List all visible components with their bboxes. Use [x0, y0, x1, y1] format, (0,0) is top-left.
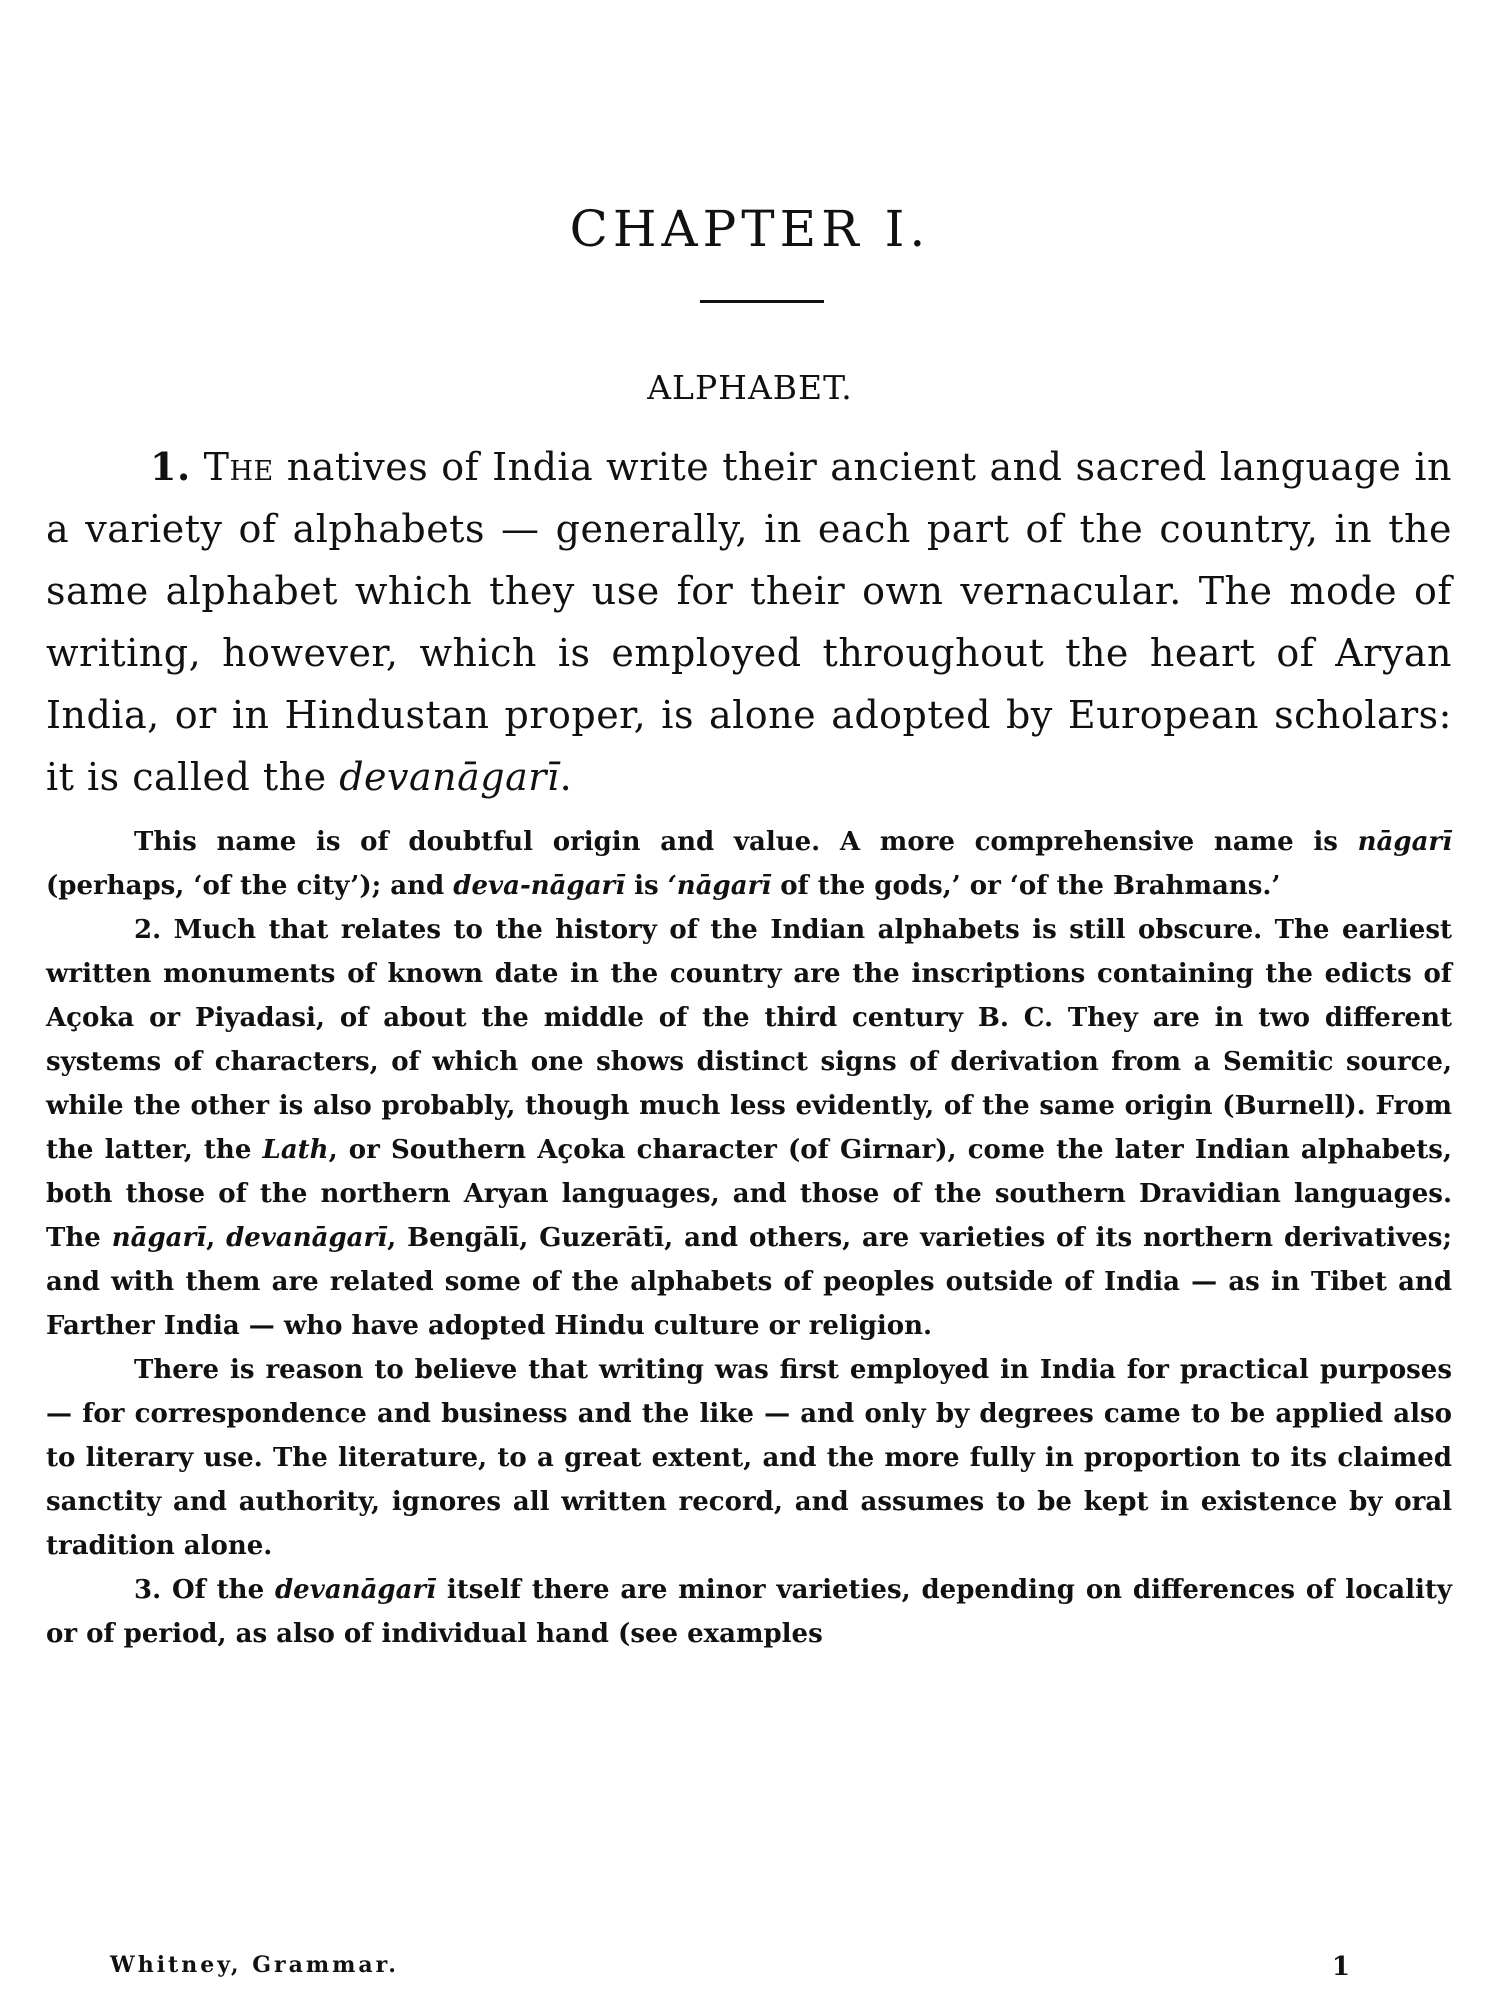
note-text: is	[625, 871, 668, 901]
paragraph-1	[46, 436, 1452, 808]
paragraph-number: 3.	[134, 1575, 162, 1605]
chapter-title: CHAPTER I.	[569, 200, 931, 258]
paragraph-text: itself there are minor varieties, depending on differences of locality or of period, as also of individual hand (see examples	[46, 1575, 1452, 1649]
note-2: There is reason to believe that writing was first employed in India for practical purposes — for correspondence and business and the like — and only by degrees came to be applied also to literary use. The literature, to a great extent, and the more fully in proportion to its claimed sanctity and authority, ignores all written record, and assumes to be kept in existence by oral tradition alone.	[46, 1355, 1452, 1561]
term: Lath	[262, 1135, 329, 1165]
term: nāgarī	[111, 1223, 207, 1253]
paragraph-text: , or Southern Açoka character (of Girnar), come the later Indian alphabets, both those of the northern Aryan languages, and those of the southern Dravidian languages. The	[46, 1135, 1452, 1253]
term: devanāgarī	[274, 1575, 437, 1605]
paragraph-text: natives of India write their ancient and sacred language in a variety of alphabets — generally, in each part of the country, in the same alphabet which they use for their own vernacular. The mode of writing, however, which is employed throughout the heart of Aryan India, or in Hindustan proper, is alone adopted by European scholars: it is called the	[46, 445, 1452, 799]
paragraph-text: ,	[206, 1223, 227, 1253]
note-text: of the gods,’ or ‘of the Brahmans.’	[771, 871, 1281, 901]
term: devanāgarī	[226, 1223, 388, 1253]
running-footer: Whitney, Grammar.	[110, 1952, 399, 1978]
paragraph-text: Much that relates to the history of the Indian alphabets is still obscure. The earliest written monuments of known date in the country are the inscriptions containing the edicts of Açoka or Piyadasi, of about the middle of the third century B. C. They are in two different systems of characters, of which one shows distinct signs of derivation from a Semitic source, while the other is also probably, though much less evidently, of the same origin (Burnell). From the latter, the	[46, 915, 1452, 1165]
lead-word: The	[203, 445, 274, 489]
title-rule	[700, 300, 824, 303]
body-text	[46, 436, 1452, 1656]
paragraph-text: Of the	[161, 1575, 275, 1605]
note-text: (perhaps, ‘of the city’); and	[46, 871, 454, 901]
paragraph-number: 2.	[134, 915, 162, 945]
term: ‘nāgarī	[667, 871, 772, 901]
term: nāgarī	[1357, 827, 1452, 857]
section-title: ALPHABET.	[647, 368, 853, 407]
note-text: This name is of doubtful origin and value. A more comprehensive name is	[134, 827, 1358, 857]
note-1	[46, 820, 1452, 908]
term: devanāgarī	[339, 755, 560, 799]
paragraph-number: 1.	[150, 444, 191, 489]
term: deva-nāgarī	[453, 871, 626, 901]
page-number: 1	[1331, 1952, 1350, 1982]
paragraph-2	[46, 908, 1452, 1348]
paragraph-3	[46, 1568, 1452, 1656]
paragraph-text: , Bengālī, Guzerātī, and others, are varieties of its northern derivatives; and with them are related some of the alphabets of peoples outside of India — as in Tibet and Farther India — who have adopted Hindu culture or religion.	[46, 1223, 1452, 1341]
paragraph-text: .	[559, 755, 573, 799]
